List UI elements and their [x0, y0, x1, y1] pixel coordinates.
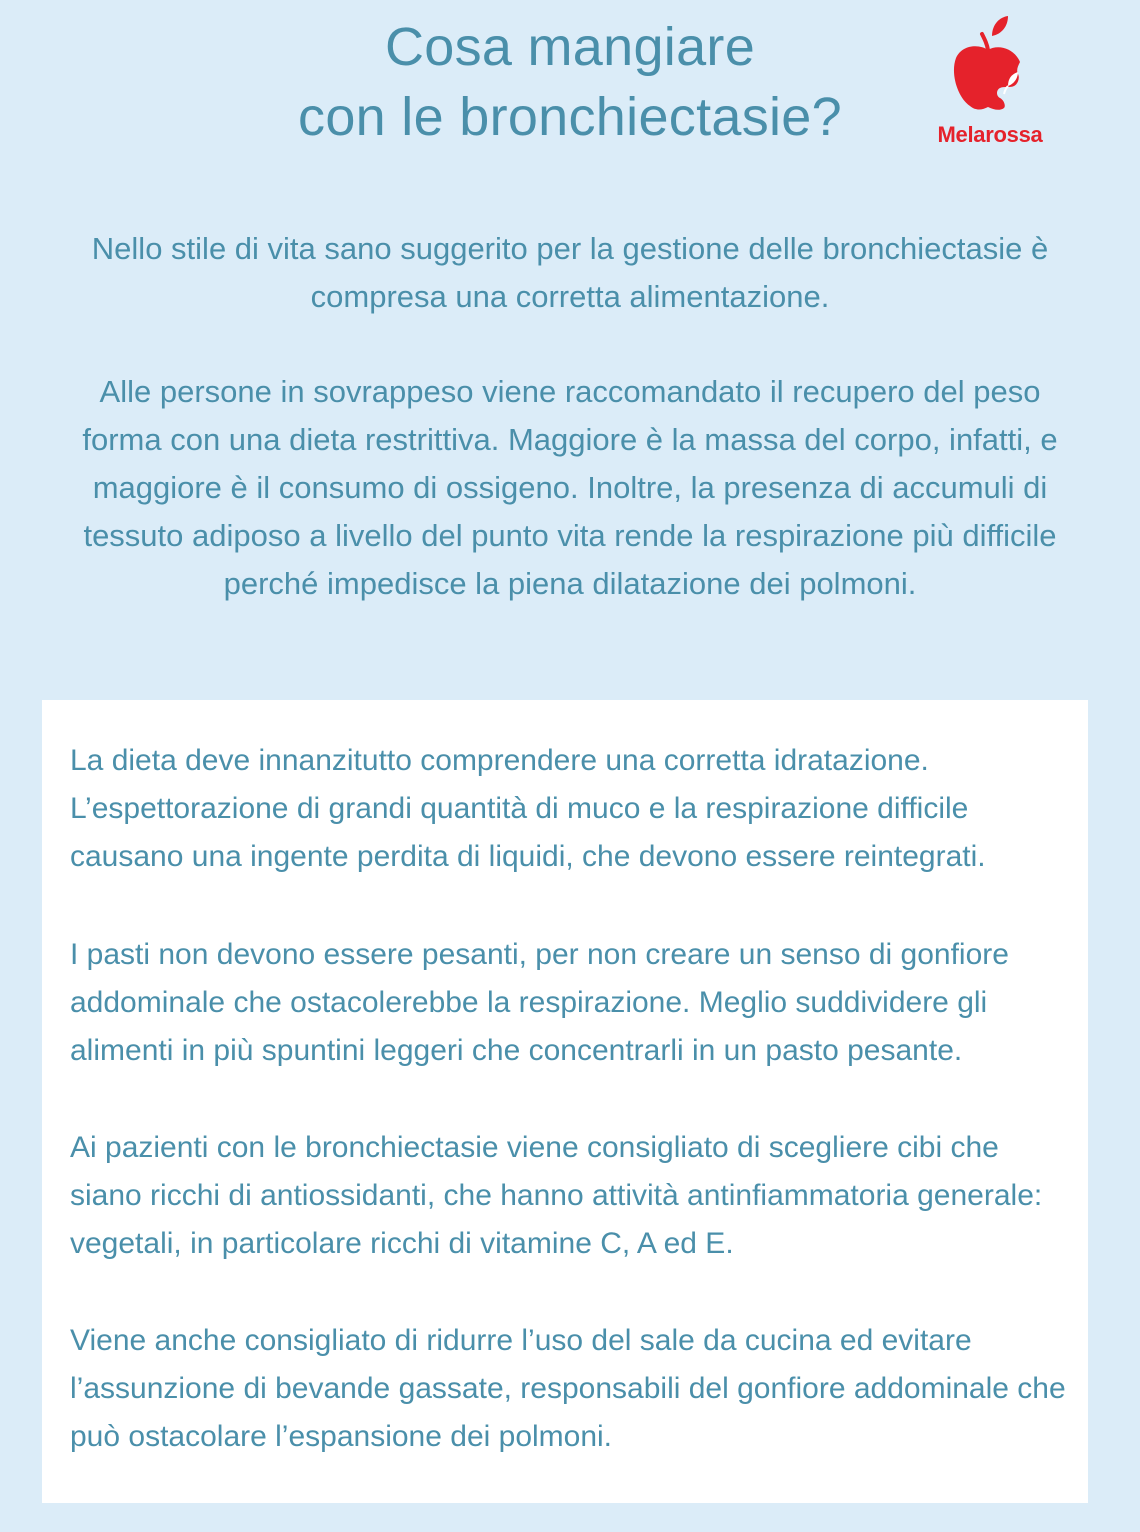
title-line-2: con le bronchiectasie?: [298, 87, 842, 147]
advice-paragraph-hydration: La dieta deve innanzitutto comprendere una corretta idratazione. L’espettorazione di grandi quantità di muco e la respirazione difficile causano una ingente perdita di liquidi, che devono essere reintegrati.: [70, 744, 986, 873]
intro-paragraph-2: Alle persone in sovrappeso viene raccomandato il recupero del peso forma con una dieta restrittiva. Maggiore è la massa del corpo, infatti, e maggiore è il consumo di ossigeno. Inoltre, la presenza di accumuli di tessuto adiposo a livello del punto vita rende la respirazione più difficile perché impedisce la piena dilatazione dei polmoni.: [82, 374, 1058, 601]
title-line-1: Cosa mangiare: [384, 17, 756, 77]
advice-card: [42, 700, 1088, 1503]
brand-logo: [930, 14, 1050, 147]
apple-icon: [952, 14, 1028, 114]
page-title: [140, 12, 1000, 152]
advice-paragraph-salt: Viene anche consigliato di ridurre l’uso del sale da cucina ed evitare l’assunzione di bevande gassate, responsabili del gonfiore addominale che può ostacolare l’espansione dei polmoni.: [70, 1324, 1066, 1453]
intro-paragraph-1: Nello stile di vita sano suggerito per la gestione delle bronchiectasie è compresa una corretta alimentazione.: [91, 231, 1049, 314]
brand-name: Melarossa: [937, 122, 1043, 147]
advice-paragraph-meals: I pasti non devono essere pesanti, per non creare un senso di gonfiore addominale che ostacolerebbe la respirazione. Meglio suddividere gli alimenti in più spuntini leggeri che concentrarli in un pasto pesante.: [70, 938, 1009, 1067]
advice-paragraph-antioxidants: Ai pazienti con le bronchiectasie viene consigliato di scegliere cibi che siano ricchi di antiossidanti, che hanno attività antinfiammatoria generale: vegetali, in particolare ricchi di vitamine C, A ed E.: [70, 1131, 1043, 1260]
